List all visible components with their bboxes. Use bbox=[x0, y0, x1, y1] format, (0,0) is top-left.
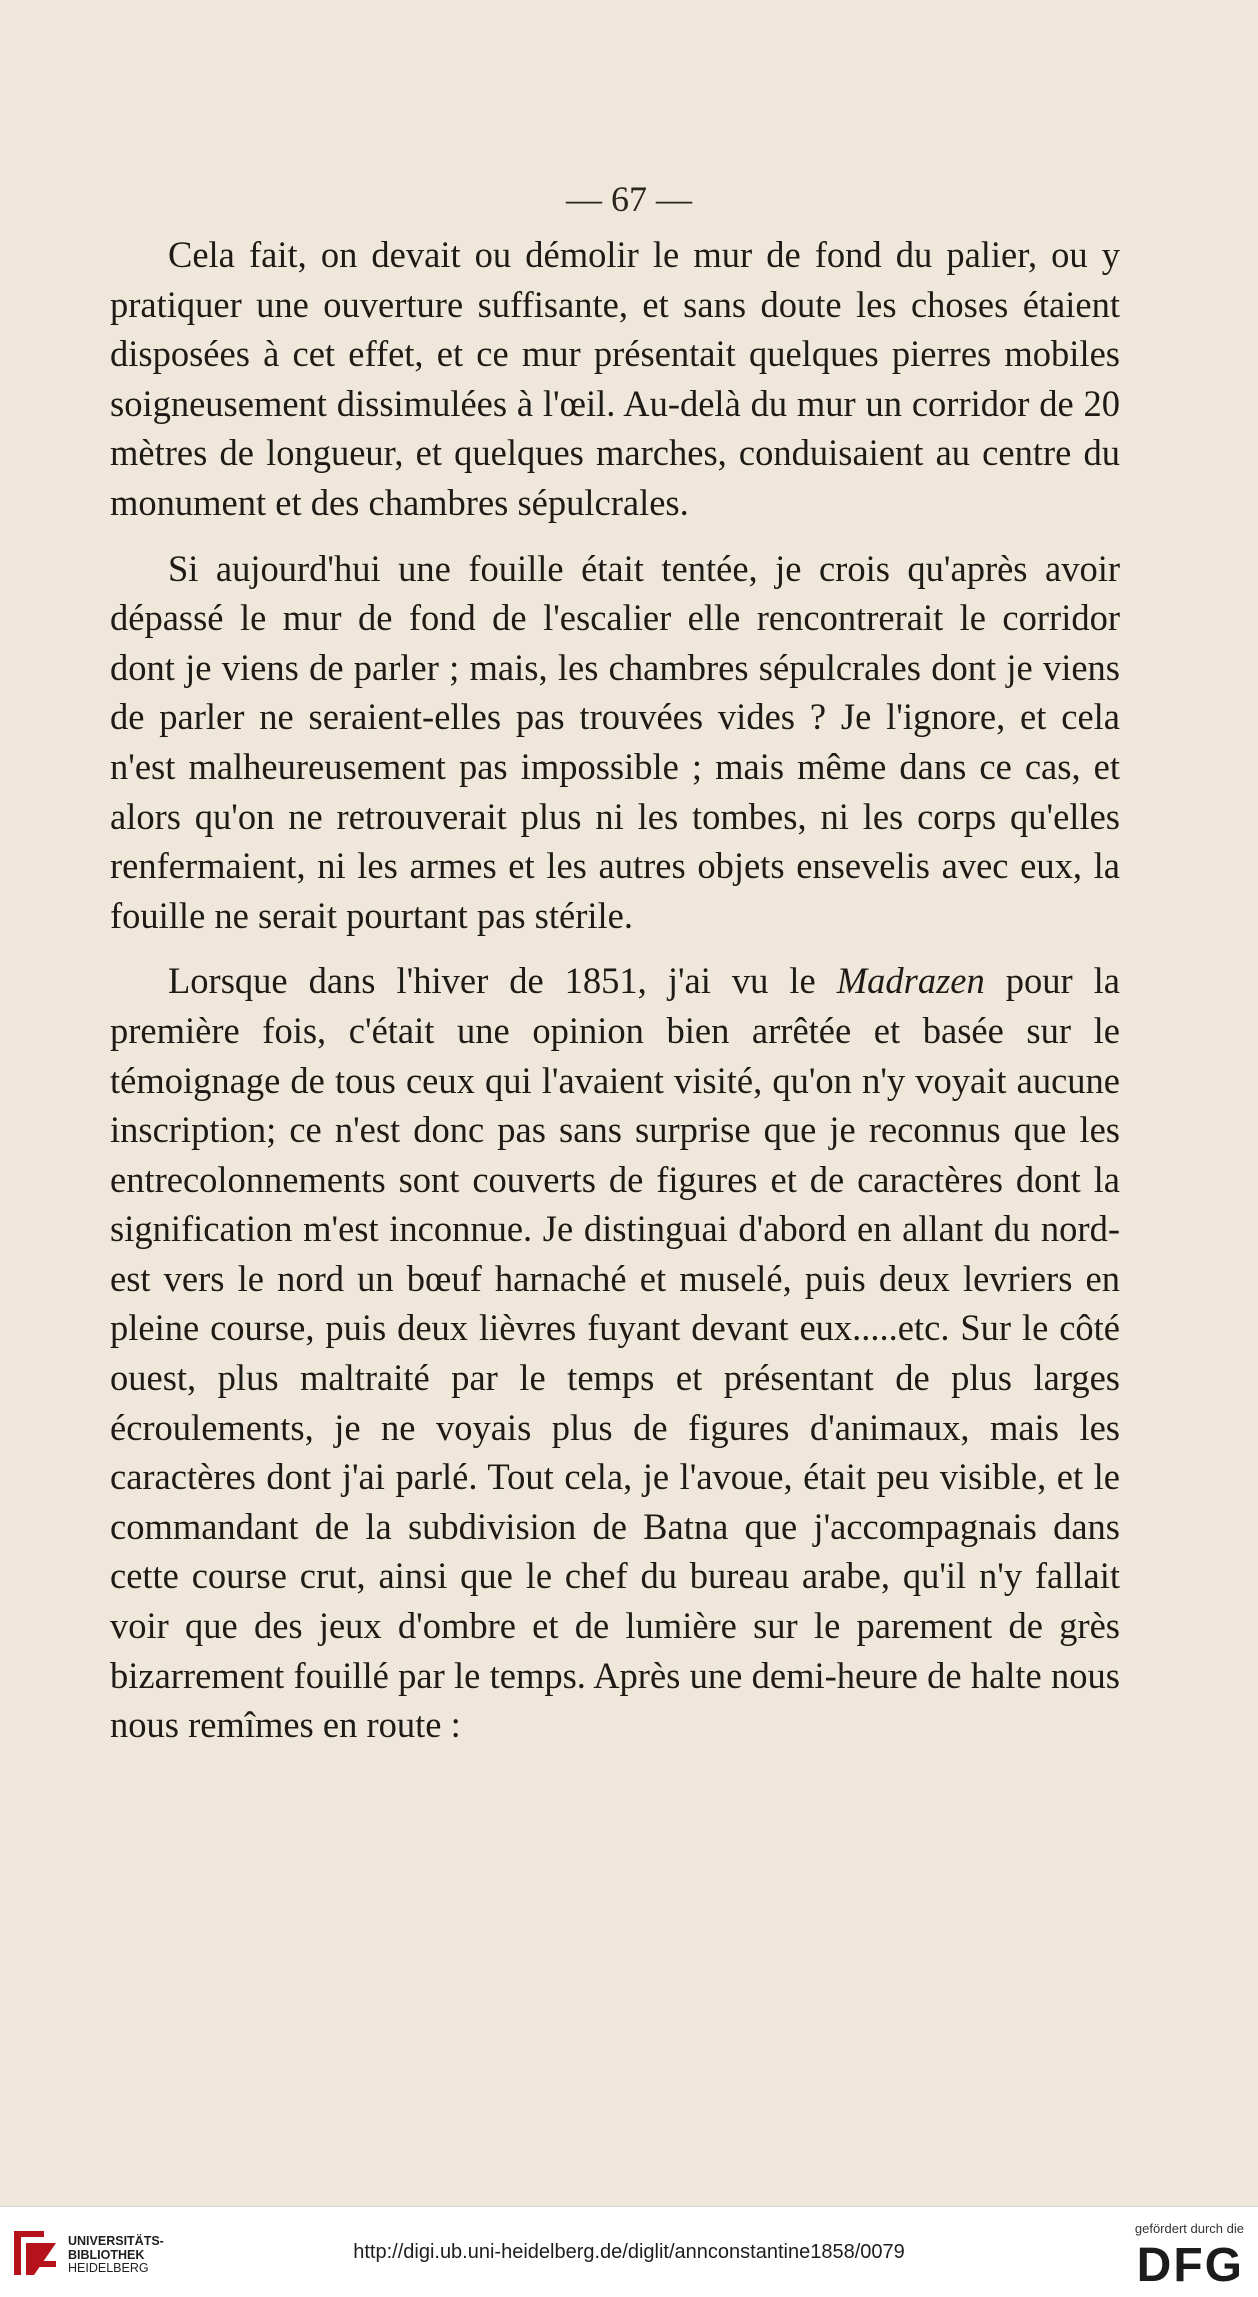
funding-credit bbox=[1094, 2221, 1244, 2292]
paragraph-3 bbox=[110, 956, 1120, 1750]
viewer-footer bbox=[0, 2206, 1258, 2297]
madrazen-italic: Madrazen bbox=[836, 960, 985, 1002]
paragraph-3-rest: pour la première fois, c'était une opinion bien arrêtée et basée sur le témoignage de tous ceux qui l'avaient visité, qu'on n'y voyait aucune inscription; ce n'est donc pas sans surprise que je reconnus que les entrecolonnements sont couverts de figures et de caractères dont la signification m'est inconnue. Je distinguai d'abord en allant du nord-est vers le nord un bœuf harnaché et muselé, puis deux levriers en pleine course, puis deux lièvres fuyant devant eux.....etc. Sur le côté ouest, plus maltraité par le temps et présentant de plus larges écroulements, je ne voyais plus de figures d'animaux, mais les caractères dont j'ai parlé. Tout cela, je l'avoue, était peu visible, et le commandant de la subdivision de Batna que j'accompagnais dans cette course crut, ainsi que le chef du bureau arabe, qu'il n'y fallait voir que des jeux d'ombre et de lumière sur le parement de grès bizarrement fouillé par le temps. Après une demi-heure de halte nous nous remîmes en route : bbox=[110, 960, 1121, 1746]
library-line-1: UNIVERSITÄTS- bbox=[68, 2234, 164, 2248]
paragraph-1: Cela fait, on devait ou démolir le mur de fond du palier, ou y pratiquer une ouverture suffisante, et sans doute les choses étaient disposées à cet effet, et ce mur présentait quelques pierres mobiles soigneusement dissimulées à l'œil. Au-delà du mur un corridor de 20 mètres de longueur, et quelques marches, conduisaient au centre du monument et des chambres sépulcrales. bbox=[110, 234, 1120, 523]
paragraph-3-start: Lorsque dans l'hiver de 1851, j'ai vu le bbox=[168, 960, 837, 1002]
permalink-url[interactable]: http://digi.ub.uni-heidelberg.de/diglit/annconstantine1858/0079 bbox=[353, 2241, 905, 2263]
library-line-3: HEIDELBERG bbox=[68, 2261, 149, 2275]
library-line-2: BIBLIOTHEK bbox=[68, 2247, 145, 2262]
page-body bbox=[110, 230, 1120, 1766]
page-number: — 67 — bbox=[566, 179, 692, 219]
dfg-logo: DFG bbox=[1136, 2239, 1244, 2292]
funding-note: gefördert durch die bbox=[1134, 2221, 1244, 2236]
paragraph-2: Si aujourd'hui une fouille était tentée, je crois qu'après avoir dépassé le mur de fond de l'escalier elle rencontrerait le corridor dont je viens de parler ; mais, les chambres sépulcrales dont je viens de parler ne seraient-elles pas trouvées vides ? Je l'ignore, et cela n'est malheureusement pas impossible ; mais même dans ce cas, et alors qu'on ne retrouverait plus ni les tombes, ni les corps qu'elles renfermaient, ni les armes et les autres objets ensevelis avec eux, la fouille ne serait pourtant pas stérile. bbox=[110, 547, 1120, 936]
